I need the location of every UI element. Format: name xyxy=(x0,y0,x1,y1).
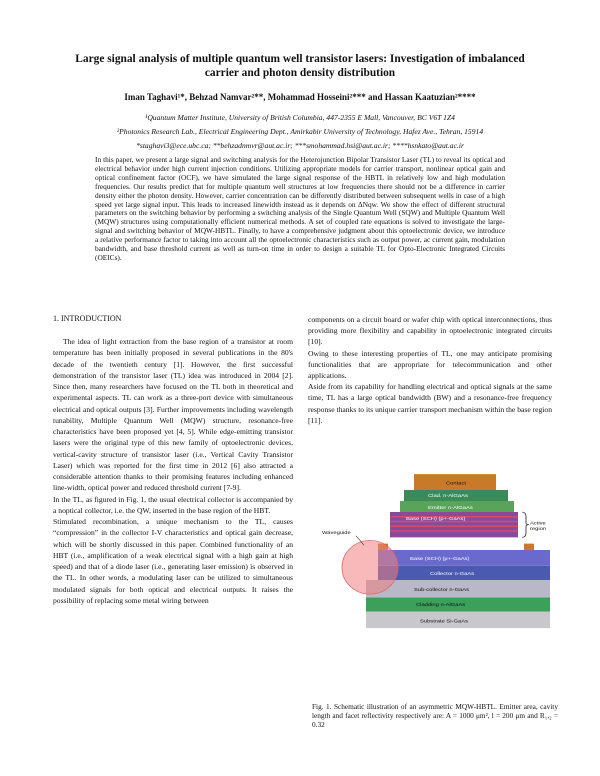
label-cladding: Cladding n-AlGaAs xyxy=(416,602,466,608)
label-substrate: Substrate Si-GaAs xyxy=(420,619,468,625)
affiliation-1: ¹Quantum Matter Institute, University of British Columbia, 447-2355 E Mall, Vancouver, BC V6T 1Z4 xyxy=(145,113,455,122)
label-clad: Clad. n-AlGaAs xyxy=(428,493,468,499)
label-active-line2: region xyxy=(530,526,547,532)
author-emails: *staghavi3@ece.ubc.ca; **behzadnmvr@aut.ac.ir; ***smohammad.hsi@aut.ac.ir; ****hsnkato@aut.ac.ir xyxy=(136,141,464,150)
abstract: In this paper, we present a large signal and switching analysis for the Heterojunction Bipolar Transistor Laser (TL) to reveal its optical and electrical behavior under high current injection conditions. Utilizing appropriate models for carrier transport, nonlinear optical gain and optical confinement factor (OCF), we have simulated the large signal response of the HBTL in relatively low and high modulation frequencies. Our results predict that for multiple quantum well structures at low frequencies there should not be a difference in carrier density either the photon density. However, carrier concentration can be differently distributed between subsequent wells in case of a high speed yet large signal input. This leads to increased linewidth instead as it depends on ΔNqw. We show the effect of different structural parameters on the switching behavior by performing a switching analysis of the Single Quantum Well (SQW) and Multiple Quantum Well (MQW) structures using computationally efficient numerical methods. A set of coupled rate equations is solved to investigate the large-signal and switching behavior of MQW-HBTL. Finally, to have a comprehensive judgment about this optoelectronic device, we introduce a relative performance factor to taking into account all the optoelectronic characteristics such as output power, ac current gain, modulation bandwidth, and base threshold current as well as turn-on time in order to design a suitable TL for Opto-Electronic Integrated Circuits (OEICs). xyxy=(95,155,505,262)
affiliation-2: ²Photonics Research Lab., Electrical Engineering Dept., Amirkabir University of Technology, Hafez Ave., Tehran, 15914 xyxy=(116,127,484,136)
waveguide-mode xyxy=(342,540,398,594)
label-collector: Collector n-GaAs xyxy=(430,571,475,577)
figure-caption: Fig. 1. Schematic illustration of an asymmetric MQW-HBTL. Emitter area, cavity length and facet reflectivity respectively are: A = 1000 μm², l = 200 μm and R₁,₂ = 0.32 xyxy=(312,702,558,730)
label-subcollector: Sub-collector n-GaAs xyxy=(414,587,470,593)
label-active-region xyxy=(530,521,546,532)
paragraph: The idea of light extraction from the base region of a transistor at room temperature has been initially proposed in several publications in the 80's decade of the twentieth century [1]. However, the first successful demonstration of the transistor laser (TL) idea was introduced in 2004 [2]. Since then, many researchers have focused on the TL both in theoretical and experimental aspects. TL can work as a three-port device with simultaneous electrical and optical outputs [3]. Further improvements including wavelength tunability, Multiple Quantum Well (MQW) structure, resonance-free characteristics have been proposed yet [4, 5]. While edge-emitting transistor lasers were the original type of this new family of optoelectronic devices, vertical-cavity structure of transistor laser (i.e., Vertical Cavity Transistor Laser) which was reported for the first time in 2012 [6] also attracted a considerable attention thanks to their promising features including enhanced line-width, optical power and reduced threshold current [7-9]. xyxy=(53,337,293,493)
active-region-brace xyxy=(522,512,529,537)
label-emitter: Emitter n-AlGaAs xyxy=(428,505,473,511)
author-list: Iman Taghavi¹*, Behzad Namvar²**, Mohammad Hosseini²*** and Hassan Kaatuzian²**** xyxy=(124,92,476,102)
paragraph: Aside from its capability for handling electrical and optical signals at the same time, TL has a large optical bandwidth (BW) and a resonance-free frequency response thanks to its unique carrier transport mechanism within the base region [11]. xyxy=(308,382,552,425)
label-contact: Contact xyxy=(446,480,466,487)
paragraph: Owing to these interesting properties of TL, one may anticipate promising functionalities that are appropriate for telecommunication and other applications. xyxy=(308,348,552,381)
left-column-body xyxy=(53,336,293,606)
paragraph: Stimulated recombination, a unique mechanism to the TL, causes “compression” in the collector I-V characteristics and optical gain decrease, which will be shortly discussed in this paper. Combined functionality of an HBT (i.e., amplification of a weak electrical signal with a high gain at high speed) and that of a diode laser (i.e., generating laser emission) is observed in the TL. In other words, a modulating laser can be utilized to simultaneous modulated signals for both optical and electrical outputs. It raises the possibility of replacing some metal wiring between xyxy=(53,517,293,605)
figure-device-schematic xyxy=(318,471,550,696)
label-active-line1: Active xyxy=(530,521,546,527)
label-base-top: Base (SCH) (p+-GaAs) xyxy=(406,516,466,522)
label-waveguide: Waveguide xyxy=(322,530,351,536)
paragraph: In the TL, as figured in Fig. 1, the usual electrical collector is accompanied by a noptical collector, i.e. the QW, inserted in the base region of the HBT. xyxy=(53,494,293,515)
section-heading-introduction: 1. INTRODUCTION xyxy=(53,314,122,323)
right-column-body xyxy=(308,314,552,426)
base-contact-right xyxy=(524,544,534,550)
paragraph: components on a circuit board or wafer chip with optical interconnections, thus providing more flexibility and capability in optoelectronic integrated circuits [10]. xyxy=(308,315,552,347)
label-base-bottom: Base (SCH) (p+-GaAs) xyxy=(410,556,470,562)
paper-title: Large signal analysis of multiple quantum well transistor lasers: Investigation of imbalanced carrier and photon density distribution xyxy=(75,53,525,79)
